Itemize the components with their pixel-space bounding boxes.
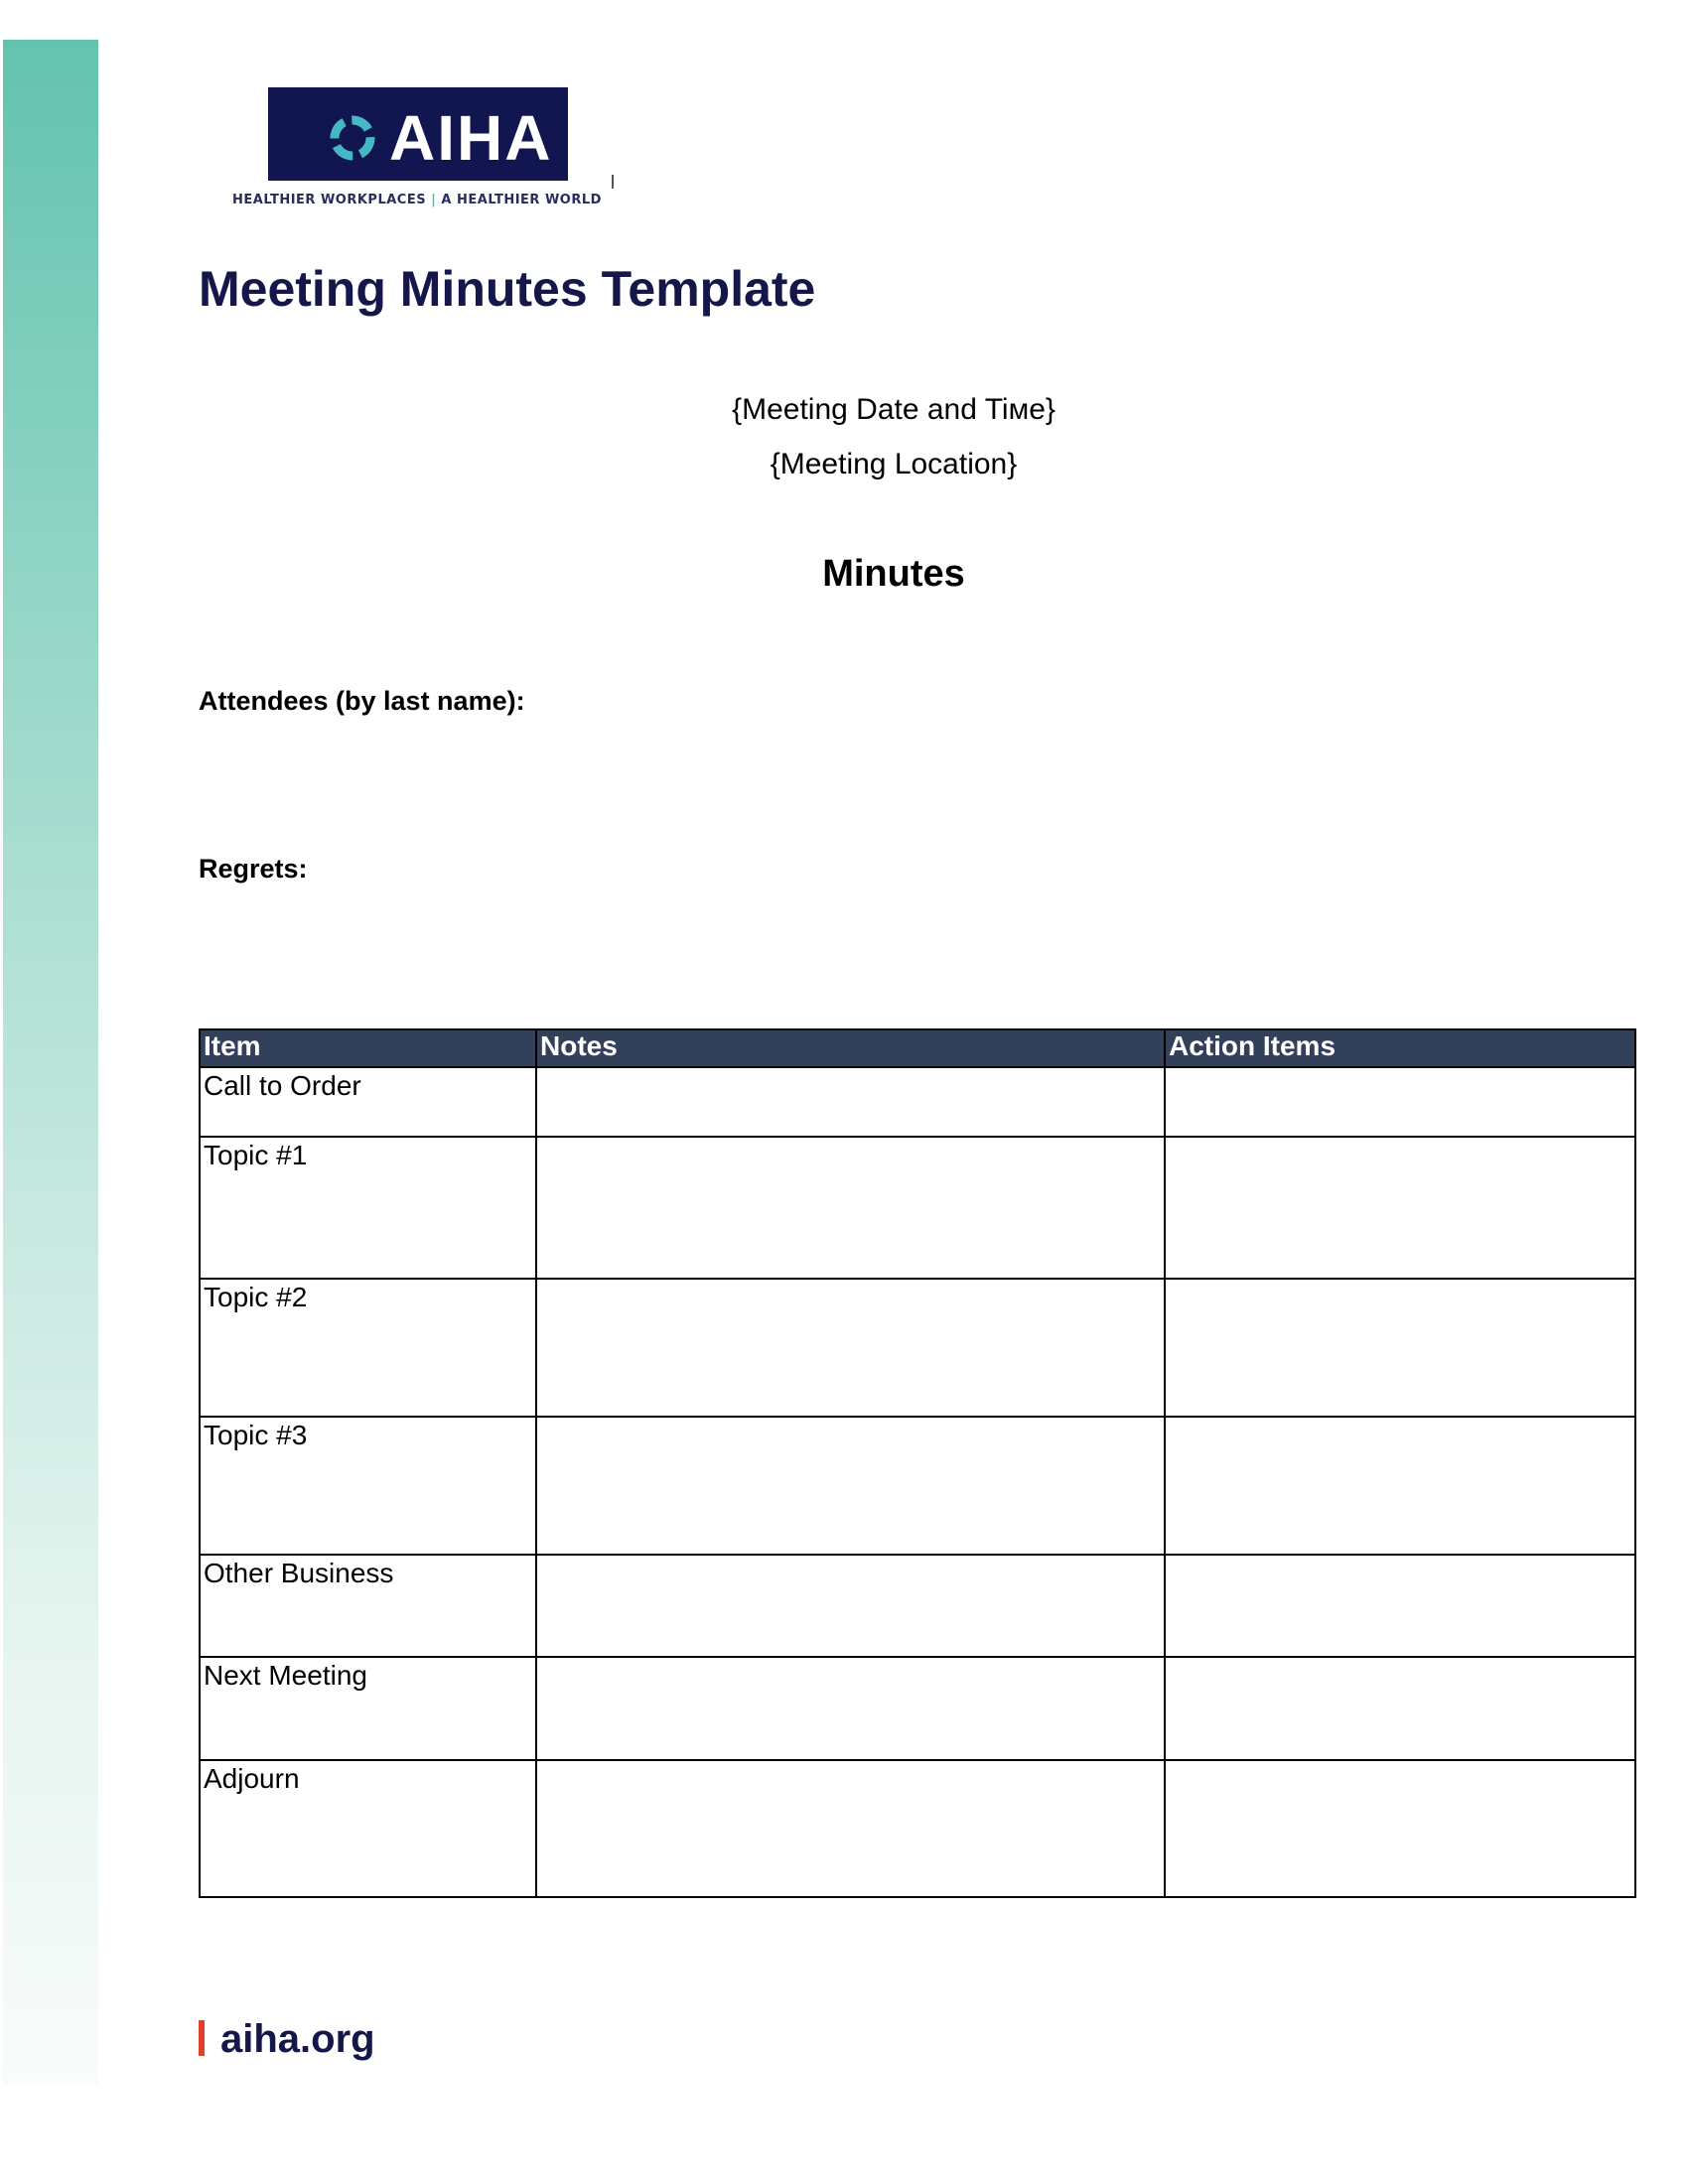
attendees-label: Attendees (by last name):	[199, 686, 525, 716]
item-cell: Topic #2	[200, 1279, 536, 1417]
minutes-table	[199, 1028, 1636, 1898]
notes-cell[interactable]	[536, 1657, 1165, 1760]
action-cell[interactable]	[1165, 1067, 1635, 1137]
table-row	[200, 1417, 1635, 1555]
action-cell[interactable]	[1165, 1657, 1635, 1760]
logo-box	[268, 87, 592, 181]
item-cell: Next Meeting	[200, 1657, 536, 1760]
notes-cell[interactable]	[536, 1067, 1165, 1137]
notes-cell[interactable]	[536, 1417, 1165, 1555]
item-cell: Topic #1	[200, 1137, 536, 1279]
table-header-row	[200, 1029, 1635, 1067]
table-row	[200, 1760, 1635, 1897]
action-cell[interactable]	[1165, 1137, 1635, 1279]
item-cell: Other Business	[200, 1555, 536, 1657]
table-row	[200, 1137, 1635, 1279]
footer	[199, 2017, 375, 2062]
table-row	[200, 1657, 1635, 1760]
logo-ring-icon	[328, 113, 377, 163]
aiha-logo	[226, 83, 614, 216]
header-action-items: Action Items	[1165, 1029, 1635, 1067]
item-cell: Topic #3	[200, 1417, 536, 1555]
notes-cell[interactable]	[536, 1555, 1165, 1657]
logo-registered-mark: ®	[584, 105, 592, 116]
header-notes: Notes	[536, 1029, 1165, 1067]
footer-accent-bar	[199, 2020, 205, 2056]
minutes-heading: Minutes	[822, 553, 965, 595]
table-row	[200, 1279, 1635, 1417]
meeting-date-time: {Meeting Date and Tiмe}	[732, 393, 1055, 426]
meeting-location: {Meeting Location}	[770, 448, 1018, 480]
decorative-side-gradient	[3, 40, 98, 2085]
action-cell[interactable]	[1165, 1279, 1635, 1417]
table-row	[200, 1555, 1635, 1657]
logo-wordmark: AIHA	[389, 102, 553, 174]
item-cell: Adjourn	[200, 1760, 536, 1897]
regrets-label: Regrets:	[199, 854, 308, 884]
action-cell[interactable]	[1165, 1760, 1635, 1897]
logo-tagline	[232, 193, 610, 207]
tagline-right: A HEALTHIER WORLD	[441, 193, 602, 207]
tagline-separator: |	[431, 193, 437, 207]
header-item: Item	[200, 1029, 536, 1067]
tagline-left: HEALTHIER WORKPLACES	[232, 193, 427, 207]
logo-edge-mark	[612, 175, 614, 189]
notes-cell[interactable]	[536, 1279, 1165, 1417]
notes-cell[interactable]	[536, 1137, 1165, 1279]
table-row	[200, 1067, 1635, 1137]
action-cell[interactable]	[1165, 1555, 1635, 1657]
item-cell: Call to Order	[200, 1067, 536, 1137]
footer-site-link[interactable]: aiha.org	[220, 2017, 375, 2061]
notes-cell[interactable]	[536, 1760, 1165, 1897]
page-title: Meeting Minutes Template	[199, 261, 816, 317]
action-cell[interactable]	[1165, 1417, 1635, 1555]
